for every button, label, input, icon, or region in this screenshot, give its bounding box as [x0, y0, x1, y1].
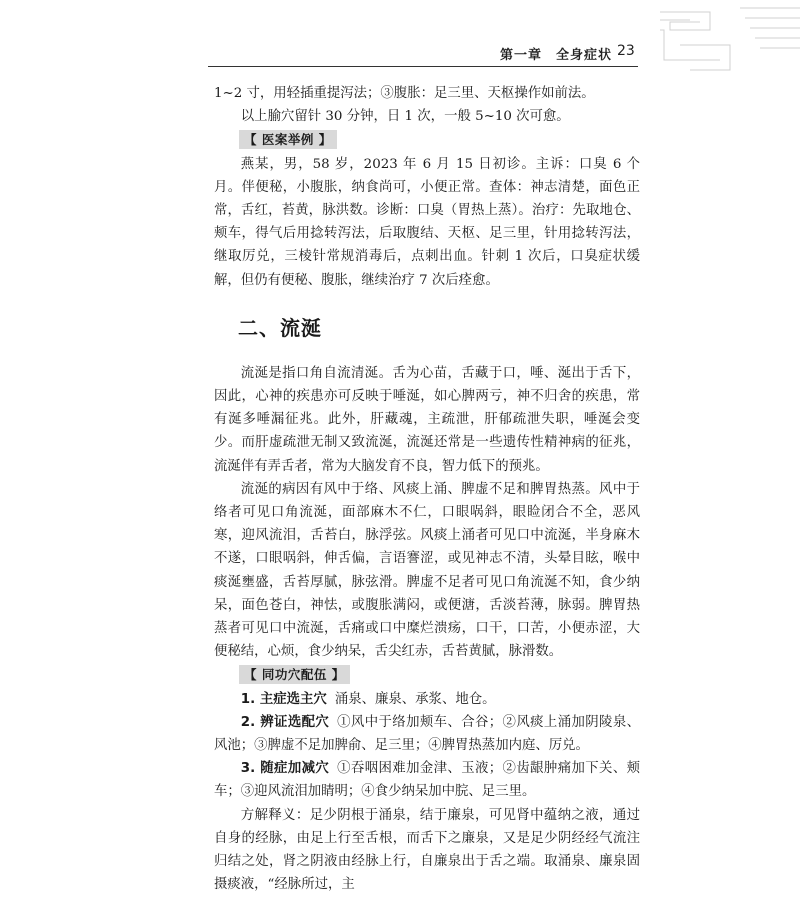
body-text — [214, 82, 640, 897]
chapter-title: 第一章 全身症状 — [499, 48, 612, 63]
section-heading: 二、流涎 — [238, 315, 322, 340]
item-text: ①吞咽困难加金津、玉液；②齿龈肿痛加下关、颊车；③迎风流泪加睛明；④食少纳呆加中脘、足三里。 — [214, 761, 640, 800]
paragraph-definition: 流涎是指口角自流清涎。舌为心苗，舌藏于口，唾、涎出于舌下，因此，心神的疾患亦可反映于唾涎，如心脾两亏，神不归舍的疾患，常有涎多唾漏征兆。此外，肝藏魂，主疏泄，肝郁疏泄失职，唾涎会变少。而肝虚疏泄无制又致流涎，流涎还常是一些遗传性精神病的征兆，流涎伴有弄舌者，常为大脑发育不良，智力低下的预兆。 — [214, 365, 640, 474]
paragraph-continuation: 1~2 寸，用轻插重提泻法；③腹胀：足三里、天枢操作如前法。 — [214, 86, 595, 101]
header-decoration — [650, 0, 800, 80]
list-item-2 — [214, 711, 640, 757]
running-header — [0, 0, 800, 66]
points-heading-tag: 【 同功穴配伍 】 — [239, 665, 350, 684]
page-number: 23 — [617, 43, 635, 59]
item-text: 涌泉、廉泉、承浆、地仓。 — [334, 691, 496, 707]
item-label: 2. 辨证选配穴 — [240, 714, 330, 730]
case-heading-tag: 【 医案举例 】 — [239, 130, 337, 149]
item-label: 1. 主症选主穴 — [240, 691, 327, 707]
list-item-3 — [214, 757, 640, 803]
paragraph-etiology: 流涎的病因有风中于络、风痰上涌、脾虚不足和脾胃热蒸。风中于络者可见口角流涎，面部麻木不仁，口眼㖞斜，眼睑闭合不全，恶风寒，迎风流泪，舌苔白，脉浮弦。风痰上涌者可见口中流涎，半身麻木不遂，口眼㖞斜，伸舌偏，言语謇涩，或见神志不清，头晕目眩，喉中痰涎壅盛，舌苔厚腻，脉弦滑。脾虚不足者可见口角流涎不知，食少纳呆，面色苍白，神怯，或腹胀满闷，或便溏，舌淡苔薄，脉弱。脾胃热蒸者可见口中流涎，舌痛或口中糜烂溃疡，口干，口苦，小便赤涩，大便秘结，心烦，食少纳呆，舌尖红赤，舌苔黄腻，脉滑数。 — [214, 481, 640, 660]
item-label: 3. 随症加减穴 — [240, 761, 330, 777]
item-text: ①风中于络加颊车、合谷；②风痰上涌加阴陵泉、风池；③脾虚不足加脾俞、足三里；④脾胃热蒸加内庭、厉兑。 — [214, 714, 640, 754]
case-paragraph: 燕某，男，58 岁，2023 年 6 月 15 日初诊。主诉：口臭 6 个月。伴便秘，小腹胀，纳食尚可，小便正常。查体：神志清楚，面色正常，舌红，苔黄，脉洪数。诊断：口臭（胃热上蒸）。治疗：先取地仓、颊车，得气后用捻转泻法，后取腹结、天枢、足三里，针用捻转泻法，继取厉兑，三棱针常规消毒后，点刺出血。针刺 1 次后，口臭症状缓解，但仍有便秘、腹胀，继续治疗 7 次后痊愈。 — [214, 156, 640, 288]
paragraph-explanation: 方解释义：足少阴根于涌泉，结于廉泉，可见肾中蕴纳之液，通过自身的经脉，由足上行至舌根，而舌下之廉泉，又是足少阴经经气流注归结之处，肾之阴液由经脉上行，自廉泉出于舌之端。取涌泉、廉泉固摄痰液，“经脉所过，主 — [214, 807, 640, 893]
paragraph-retention: 以上腧穴留针 30 分钟，日 1 次，一般 5~10 次可愈。 — [240, 109, 570, 125]
header-rule — [208, 66, 638, 67]
list-item-1 — [214, 688, 640, 711]
